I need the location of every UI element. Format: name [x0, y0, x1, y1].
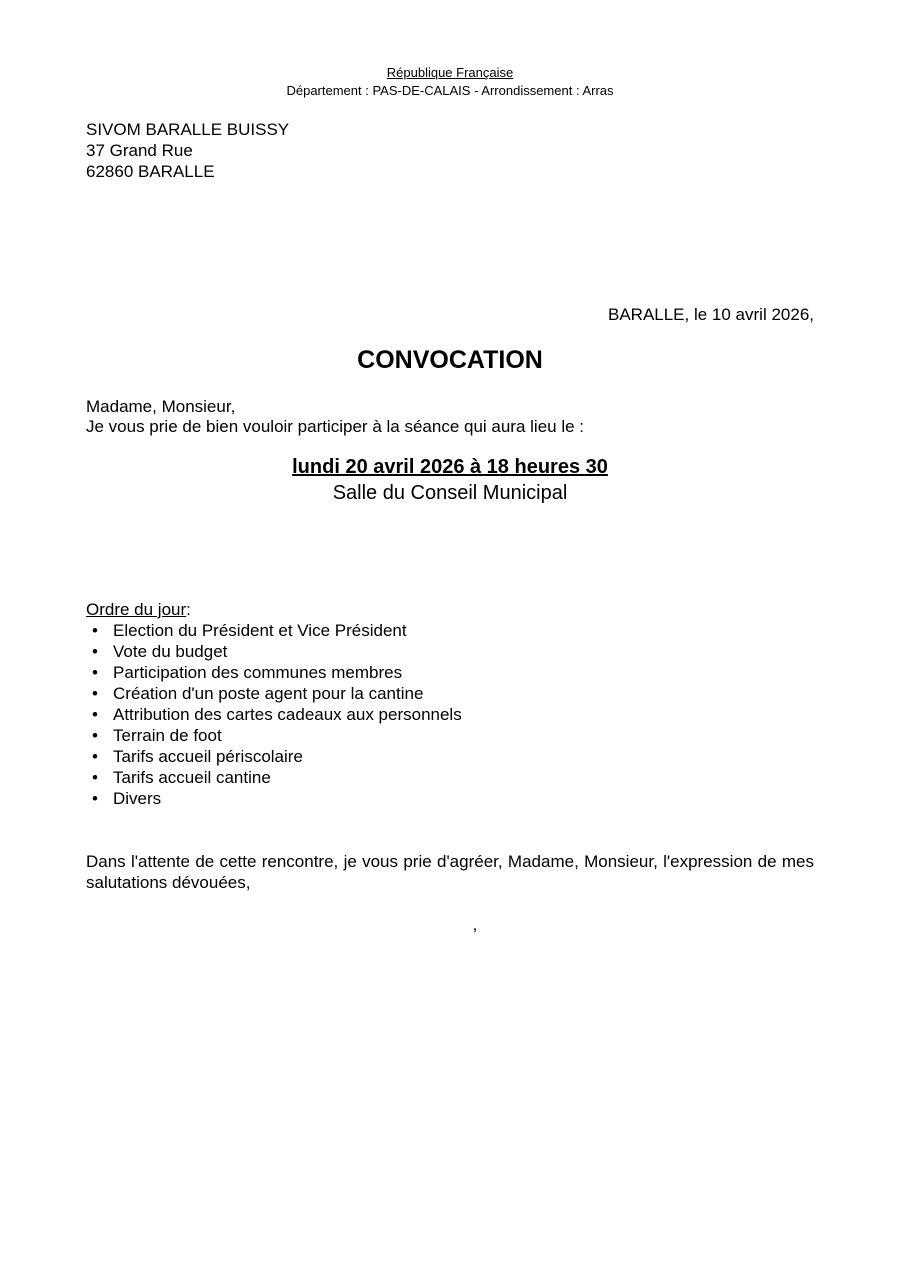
list-item	[86, 662, 462, 683]
list-item	[86, 641, 462, 662]
bullet-icon: •	[92, 663, 98, 682]
meeting-place: Salle du Conseil Municipal	[332, 482, 568, 504]
republic-title: République Française	[386, 65, 514, 80]
list-item	[86, 746, 462, 767]
agenda-item-label: Vote du budget	[113, 642, 228, 661]
agenda-item-label: Création d'un poste agent pour la cantine	[113, 684, 424, 703]
bullet-icon: •	[92, 642, 98, 661]
agenda-list	[86, 620, 462, 809]
bullet-icon: •	[92, 789, 98, 808]
agenda-section	[86, 599, 462, 809]
bullet-icon: •	[92, 726, 98, 745]
list-item	[86, 704, 462, 725]
agenda-item-label: Divers	[113, 789, 162, 808]
sender-name: SIVOM BARALLE BUISSY	[86, 120, 290, 139]
list-item	[86, 683, 462, 704]
agenda-heading-label: Ordre du jour	[86, 600, 187, 619]
sender-address	[86, 119, 289, 182]
salutation-greeting: Madame, Monsieur,	[86, 397, 236, 416]
letter-date: BARALLE, le 10 avril 2026,	[607, 305, 814, 324]
document-title: CONVOCATION	[357, 346, 543, 374]
department-line: Département : PAS-DE-CALAIS - Arrondissement : Arras	[286, 83, 614, 98]
agenda-item-label: Tarifs accueil périscolaire	[113, 747, 303, 766]
agenda-item-label: Terrain de foot	[113, 726, 222, 745]
agenda-item-label: Attribution des cartes cadeaux aux personnels	[113, 705, 462, 724]
agenda-item-label: Election du Président et Vice Président	[113, 621, 407, 640]
sender-city: 62860 BARALLE	[86, 162, 215, 181]
signature-line: ,	[472, 915, 478, 934]
agenda-item-label: Tarifs accueil cantine	[113, 768, 271, 787]
bullet-icon: •	[92, 768, 98, 787]
meeting-datetime: lundi 20 avril 2026 à 18 heures 30	[292, 456, 608, 478]
bullet-icon: •	[92, 705, 98, 724]
agenda-heading-colon: :	[186, 600, 191, 619]
list-item	[86, 767, 462, 788]
republic-header	[0, 65, 900, 81]
salutation-block	[86, 397, 584, 437]
list-item	[86, 788, 462, 809]
bullet-icon: •	[92, 747, 98, 766]
list-item	[86, 620, 462, 641]
salutation-intro: Je vous prie de bien vouloir participer à la séance qui aura lieu le :	[86, 417, 585, 436]
list-item	[86, 725, 462, 746]
bullet-icon: •	[92, 621, 98, 640]
closing-paragraph: Dans l'attente de cette rencontre, je vous prie d'agréer, Madame, Monsieur, l'expression de mes salutations dévouées,	[86, 852, 814, 892]
agenda-heading	[86, 599, 462, 620]
agenda-item-label: Participation des communes membres	[113, 663, 403, 682]
sender-street: 37 Grand Rue	[86, 141, 193, 160]
bullet-icon: •	[92, 684, 98, 703]
